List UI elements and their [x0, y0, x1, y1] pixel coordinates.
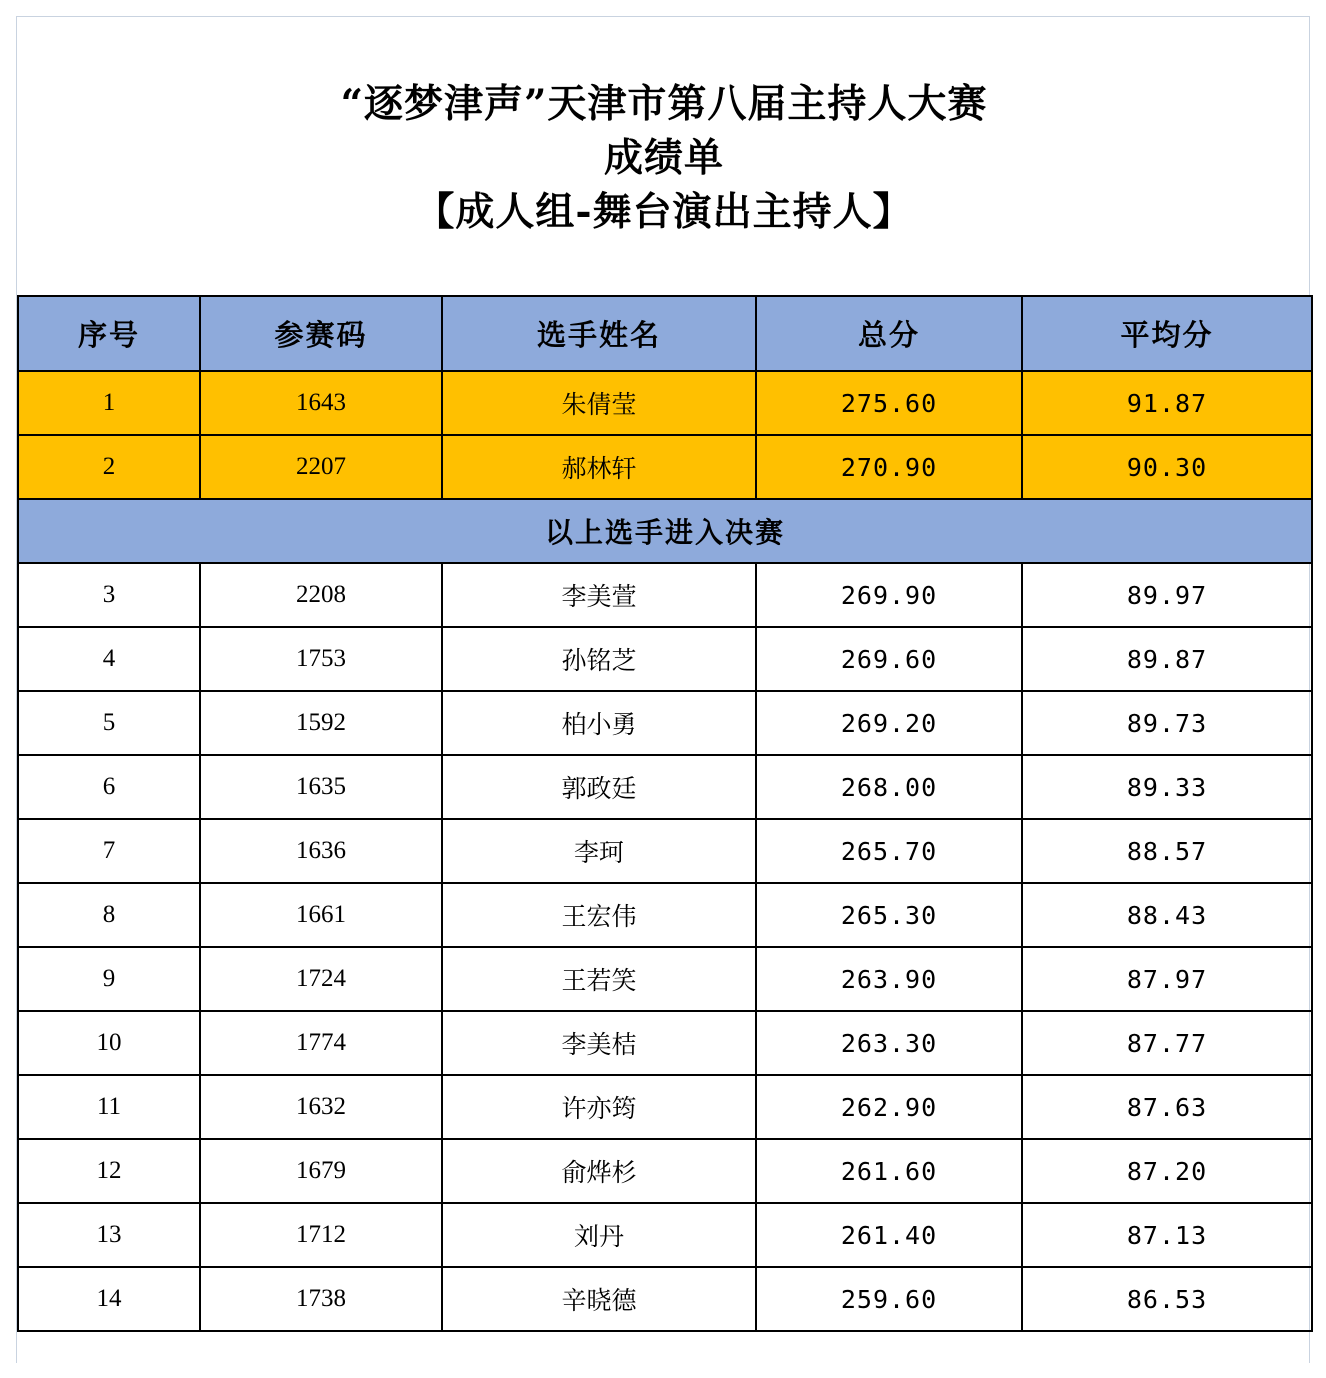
cell-average: 89.87: [1022, 627, 1312, 691]
cell-name: 孙铭芝: [442, 627, 756, 691]
cell-index: 9: [18, 947, 200, 1011]
cell-total: 263.30: [756, 1011, 1022, 1075]
cell-total: 263.90: [756, 947, 1022, 1011]
cell-index: 14: [18, 1267, 200, 1331]
cell-total: 259.60: [756, 1267, 1022, 1331]
cell-average: 87.13: [1022, 1203, 1312, 1267]
cell-average: 87.97: [1022, 947, 1312, 1011]
cell-index: 13: [18, 1203, 200, 1267]
cell-total: 269.60: [756, 627, 1022, 691]
cell-index: 12: [18, 1139, 200, 1203]
cell-code: 1632: [200, 1075, 442, 1139]
cell-average: 89.33: [1022, 755, 1312, 819]
cell-average: 87.63: [1022, 1075, 1312, 1139]
cell-name: 郝林轩: [442, 435, 756, 499]
table-row: [18, 755, 1312, 819]
title-block: [17, 17, 1311, 295]
cell-total: 261.40: [756, 1203, 1022, 1267]
cell-name: 许亦筠: [442, 1075, 756, 1139]
table-row: [18, 1267, 1312, 1331]
cell-code: 2208: [200, 563, 442, 627]
cell-code: 2207: [200, 435, 442, 499]
cell-total: 275.60: [756, 371, 1022, 435]
score-sheet: [16, 16, 1310, 1363]
header-name: 选手姓名: [442, 296, 756, 371]
cell-index: 10: [18, 1011, 200, 1075]
cell-code: 1679: [200, 1139, 442, 1203]
table-row: [18, 883, 1312, 947]
cell-name: 郭政廷: [442, 755, 756, 819]
cell-code: 1724: [200, 947, 442, 1011]
cell-index: 5: [18, 691, 200, 755]
table-header-row: [18, 296, 1312, 371]
cell-name: 李美萱: [442, 563, 756, 627]
table-row: [18, 1203, 1312, 1267]
cell-name: 辛晓德: [442, 1267, 756, 1331]
competition-title: “逐梦津声”天津市第八届主持人大赛: [340, 81, 988, 127]
cell-index: 11: [18, 1075, 200, 1139]
cell-code: 1592: [200, 691, 442, 755]
cell-name: 朱倩莹: [442, 371, 756, 435]
header-index: 序号: [18, 296, 200, 371]
scores-table: [17, 295, 1313, 1332]
category-title: 【成人组-舞台演出主持人】: [415, 189, 913, 235]
table-row: [18, 1011, 1312, 1075]
cell-total: 270.90: [756, 435, 1022, 499]
header-code: 参赛码: [200, 296, 442, 371]
cell-average: 88.43: [1022, 883, 1312, 947]
cell-name: 刘丹: [442, 1203, 756, 1267]
cell-average: 89.97: [1022, 563, 1312, 627]
cell-code: 1635: [200, 755, 442, 819]
cell-name: 俞烨杉: [442, 1139, 756, 1203]
cell-total: 261.60: [756, 1139, 1022, 1203]
cell-index: 1: [18, 371, 200, 435]
table-body: [18, 371, 1312, 1331]
finalists-divider-row: [18, 499, 1312, 563]
cell-code: 1712: [200, 1203, 442, 1267]
table-row: [18, 1075, 1312, 1139]
cell-total: 269.20: [756, 691, 1022, 755]
cell-code: 1643: [200, 371, 442, 435]
cell-code: 1636: [200, 819, 442, 883]
table-row: [18, 947, 1312, 1011]
table-row: [18, 627, 1312, 691]
cell-average: 87.77: [1022, 1011, 1312, 1075]
cell-name: 柏小勇: [442, 691, 756, 755]
cell-average: 88.57: [1022, 819, 1312, 883]
cell-index: 4: [18, 627, 200, 691]
qualified-row: [18, 435, 1312, 499]
cell-index: 7: [18, 819, 200, 883]
table-row: [18, 563, 1312, 627]
cell-name: 王宏伟: [442, 883, 756, 947]
cell-index: 8: [18, 883, 200, 947]
cell-total: 269.90: [756, 563, 1022, 627]
cell-average: 91.87: [1022, 371, 1312, 435]
cell-name: 李珂: [442, 819, 756, 883]
cell-code: 1753: [200, 627, 442, 691]
finalists-divider-text: 以上选手进入决赛: [18, 499, 1312, 563]
header-total: 总分: [756, 296, 1022, 371]
cell-average: 86.53: [1022, 1267, 1312, 1331]
cell-average: 90.30: [1022, 435, 1312, 499]
table-row: [18, 1139, 1312, 1203]
header-average: 平均分: [1022, 296, 1312, 371]
cell-code: 1661: [200, 883, 442, 947]
cell-code: 1738: [200, 1267, 442, 1331]
cell-total: 265.70: [756, 819, 1022, 883]
table-row: [18, 691, 1312, 755]
cell-total: 268.00: [756, 755, 1022, 819]
cell-total: 265.30: [756, 883, 1022, 947]
cell-index: 2: [18, 435, 200, 499]
cell-code: 1774: [200, 1011, 442, 1075]
qualified-row: [18, 371, 1312, 435]
cell-index: 3: [18, 563, 200, 627]
document-title: 成绩单: [603, 135, 724, 181]
cell-total: 262.90: [756, 1075, 1022, 1139]
cell-index: 6: [18, 755, 200, 819]
cell-name: 王若笑: [442, 947, 756, 1011]
cell-name: 李美桔: [442, 1011, 756, 1075]
table-row: [18, 819, 1312, 883]
cell-average: 87.20: [1022, 1139, 1312, 1203]
cell-average: 89.73: [1022, 691, 1312, 755]
